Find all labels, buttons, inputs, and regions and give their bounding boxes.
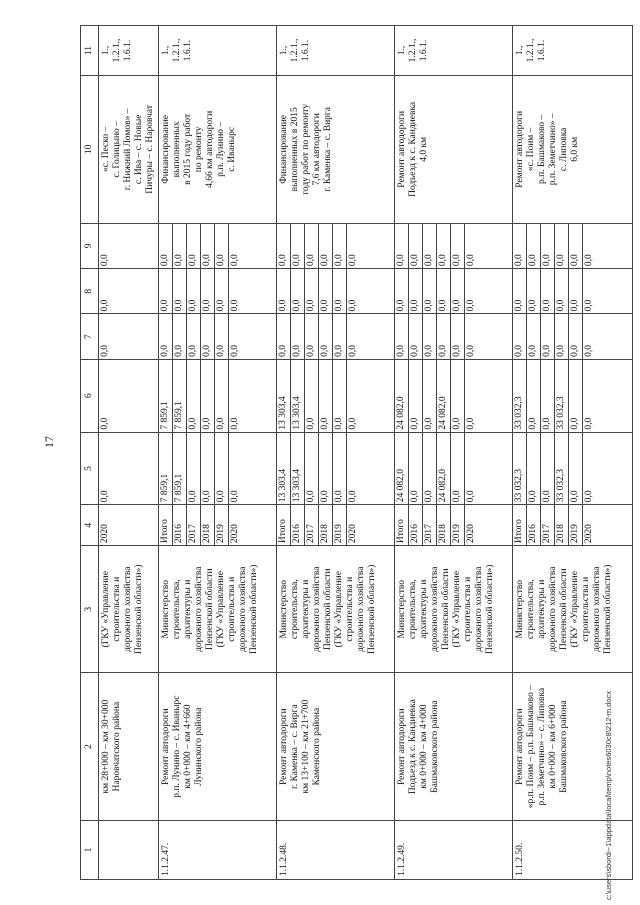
amount-column [395,269,513,314]
amount-value: 0,0 [527,224,541,268]
amount-value: 0,0 [215,269,229,313]
year-column [277,505,395,546]
year-label: 2018 [201,505,215,545]
amount-value: 0,0 [291,315,305,359]
measure-name: Ремонт автодороги «р.п. Поим – р.п. Башмаково – р.п. Земетчино» – с. Липовка км 0+000 – км 6+000 Башмаковского района [513,673,633,821]
amount-value: 0,0 [187,269,201,313]
amount-value: 0,0 [159,269,173,313]
amount-value: 0,0 [569,360,583,432]
executor: (ГКУ «Управление строительства и дорожного хозяйства Пензенской области») [99,546,159,673]
year-label: 2020 [584,524,594,544]
row-number: 1.1.2.47. [159,820,277,879]
page-number: 17 [42,436,56,448]
row-number: 1.1.2.48. [277,820,395,879]
amount-value: 0,0 [305,360,319,432]
amount-value: 0,0 [584,299,594,312]
col-header: 11 [81,26,99,76]
amount-value: 0,0 [187,360,201,432]
amount-value: 0,0 [348,254,358,267]
amount-value: 0,0 [319,315,333,359]
amount-value: 0,0 [159,224,173,268]
amount-column [159,432,277,505]
amount-value: 0,0 [513,224,527,268]
table-row [395,26,513,880]
amount-column [513,432,633,505]
measure-name: км 28+000 – км 30+000 Наровчатского района [99,673,159,821]
executor: Министерство строительства, архитектуры и дорожного хозяйства Пензенской области (ГКУ «Управление строительства и дорожного хозяйства Пензенской области») [513,546,633,673]
expected-result: Ремонт автодороги Подъезд к с. Кандиевка 4,0 км [395,76,513,224]
amount-value: 7 859,1 [159,433,173,505]
amount-value: 0,0 [215,360,229,432]
year-label: 2018 [437,505,451,545]
amount-value: 33 032,3 [513,433,527,505]
amount-value: 24 082,0 [395,360,409,432]
amount-value: 0,0 [569,224,583,268]
measure-name: Ремонт автодороги Подъезд к с. Кандиевка км 0+000 – км 4+000 Башмаковского района [395,673,513,821]
amount-value: 13 303,4 [291,360,305,432]
year-label: Итого [277,505,291,545]
year-column [99,505,159,546]
amount-value: 0,0 [291,224,305,268]
amount-column [277,314,395,359]
col-header: 8 [81,269,99,314]
year-label: 2019 [569,505,583,545]
amount-value: 0,0 [409,433,423,505]
amount-value: 0,0 [319,433,333,505]
year-column [395,505,513,546]
row-number [99,820,159,879]
amount-value: 0,0 [100,417,110,430]
amount-column [513,359,633,432]
amount-value: 7 859,1 [173,433,187,505]
amount-value: 0,0 [100,345,110,357]
amount-value: 0,0 [555,224,569,268]
amount-value: 0,0 [437,224,451,268]
amount-value: 0,0 [541,269,555,313]
amount-value: 0,0 [333,269,347,313]
amount-value: 0,0 [584,345,594,357]
col-header: 1 [81,820,99,879]
amount-value: 0,0 [201,224,215,268]
amount-value: 33 032,3 [513,360,527,432]
indicator-refs: 1., 1.2.1., 1.6.1. [513,26,633,76]
year-label: 2016 [527,505,541,545]
amount-column [99,432,159,505]
amount-value: 0,0 [423,315,437,359]
year-label: 2017 [305,505,319,545]
row-number: 1.1.2.49. [395,820,513,879]
year-label: 2020 [348,524,358,544]
amount-column [513,223,633,268]
year-label: 2019 [333,505,347,545]
amount-value: 0,0 [527,433,541,505]
amount-value: 0,0 [277,315,291,359]
amount-value: 0,0 [527,360,541,432]
amount-value: 0,0 [569,315,583,359]
table-row [277,26,395,880]
amount-value: 7 859,1 [159,360,173,432]
amount-value: 0,0 [423,224,437,268]
amount-value: 0,0 [348,417,358,430]
program-table [80,25,633,880]
amount-value: 0,0 [466,254,476,267]
amount-value: 0,0 [409,360,423,432]
amount-value: 0,0 [395,315,409,359]
amount-value: 24 082,0 [437,433,451,505]
measure-name: Ремонт автодороги г. Каменка – с. Вирга км 13+100 – км 21+700 Каменского района [277,673,395,821]
amount-value: 0,0 [451,433,465,505]
amount-value: 0,0 [348,490,358,503]
amount-value: 0,0 [333,360,347,432]
amount-value: 0,0 [277,224,291,268]
executor: Министерство строительства, архитектуры и дорожного хозяйства Пензенской области (ГКУ «Управление строительства и дорожного хозяйства Пензенской области») [277,546,395,673]
year-label: Итого [159,505,173,545]
footer-file-path: c:\users\sbordi~1\appdata\local\temp\notes6030c8\212-m.docx [604,690,613,900]
year-label: Итого [513,505,527,545]
amount-value: 0,0 [201,315,215,359]
amount-value: 0,0 [187,224,201,268]
amount-value: 0,0 [569,269,583,313]
amount-value: 0,0 [305,315,319,359]
table-row [99,26,159,880]
amount-column [99,359,159,432]
amount-value: 0,0 [230,299,240,312]
amount-value: 33 032,3 [555,360,569,432]
column-number-row [81,26,99,880]
amount-value: 0,0 [584,254,594,267]
amount-value: 0,0 [423,433,437,505]
measure-name: Ремонт автодороги р.п. Лунино – с. Иванырс км 0+000 – км 4+660 Лунинского района [159,673,277,821]
amount-value: 0,0 [451,224,465,268]
year-label: 2020 [230,524,240,544]
amount-value: 0,0 [451,315,465,359]
amount-value: 0,0 [277,269,291,313]
amount-value: 0,0 [305,269,319,313]
amount-value: 0,0 [333,315,347,359]
amount-value: 0,0 [409,224,423,268]
amount-value: 13 303,4 [277,360,291,432]
year-label: 2017 [541,505,555,545]
year-label: 2019 [451,505,465,545]
year-label: 2016 [173,505,187,545]
amount-value: 0,0 [100,254,110,267]
amount-value: 0,0 [291,269,305,313]
amount-value: 0,0 [201,433,215,505]
indicator-refs: 1., 1.2.1., 1.6.1. [159,26,277,76]
amount-value: 0,0 [230,254,240,267]
amount-value: 0,0 [201,269,215,313]
table-row [513,26,633,880]
amount-column [159,269,277,314]
amount-value: 0,0 [423,269,437,313]
indicator-refs: 1., 1.2.1., 1.6.1. [277,26,395,76]
expected-result: «с. Песко – с. Голицыно – г. Нижний Ломов» – с. Ива – с. Новые Пичуры – с. Наровчат [99,76,159,224]
col-header: 5 [81,432,99,505]
amount-value: 0,0 [466,490,476,503]
year-label: Итого [395,505,409,545]
amount-column [99,269,159,314]
amount-column [513,269,633,314]
amount-value: 0,0 [395,224,409,268]
amount-value: 0,0 [555,315,569,359]
amount-value: 0,0 [159,315,173,359]
rotated-table-container [80,25,628,880]
amount-column [159,314,277,359]
amount-value: 0,0 [319,360,333,432]
col-header: 7 [81,314,99,359]
amount-value: 0,0 [348,299,358,312]
indicator-refs: 1., 1.2.1., 1.6.1. [99,26,159,76]
table-row [159,26,277,880]
amount-value: 13 303,4 [291,433,305,505]
amount-value: 24 082,0 [395,433,409,505]
amount-value: 0,0 [409,269,423,313]
col-header: 3 [81,546,99,673]
amount-value: 0,0 [305,433,319,505]
year-label: 2020 [100,524,110,544]
amount-column [395,359,513,432]
amount-value: 0,0 [395,269,409,313]
amount-value: 0,0 [423,360,437,432]
amount-value: 0,0 [555,269,569,313]
col-header: 6 [81,359,99,432]
amount-column [277,432,395,505]
amount-value: 0,0 [513,269,527,313]
amount-value: 0,0 [319,224,333,268]
amount-column [277,223,395,268]
amount-column [513,314,633,359]
year-label: 2016 [291,505,305,545]
amount-value: 7 859,1 [173,360,187,432]
col-header: 10 [81,76,99,224]
amount-value: 0,0 [466,345,476,357]
amount-value: 0,0 [527,269,541,313]
amount-value: 0,0 [173,315,187,359]
amount-value: 0,0 [173,224,187,268]
amount-value: 0,0 [187,315,201,359]
row-number: 1.1.2.50. [513,820,633,879]
year-label: 2018 [319,505,333,545]
amount-column [159,223,277,268]
year-label: 2017 [187,505,201,545]
amount-value: 24 082,0 [437,360,451,432]
amount-value: 0,0 [230,345,240,357]
amount-value: 0,0 [466,299,476,312]
amount-value: 0,0 [333,224,347,268]
amount-value: 0,0 [215,315,229,359]
amount-value: 0,0 [527,315,541,359]
year-label: 2020 [466,524,476,544]
year-column [513,505,633,546]
col-header: 9 [81,223,99,268]
amount-value: 0,0 [215,433,229,505]
amount-value: 0,0 [584,490,594,503]
amount-value: 0,0 [541,433,555,505]
amount-value: 0,0 [451,269,465,313]
year-label: 2016 [409,505,423,545]
amount-column [395,223,513,268]
year-label: 2019 [215,505,229,545]
amount-value: 0,0 [513,315,527,359]
amount-value: 0,0 [409,315,423,359]
amount-value: 0,0 [451,360,465,432]
col-header: 4 [81,505,99,546]
amount-column [277,269,395,314]
year-column [159,505,277,546]
amount-value: 0,0 [437,269,451,313]
amount-value: 0,0 [230,490,240,503]
amount-value: 0,0 [100,299,110,312]
executor: Министерство строительства, архитектуры и дорожного хозяйства Пензенской области (ГКУ «Управление строительства и дорожного хозяйства Пензенской области») [395,546,513,673]
executor: Министерство строительства, архитектуры и дорожного хозяйства Пензенской области (ГКУ «Управление строительства и дорожного хозяйства Пензенской области») [159,546,277,673]
amount-column [277,359,395,432]
col-header: 2 [81,673,99,821]
expected-result: Финансирование выполненных в 2015 году работ по ремонту 7,6 км автодороги г. Каменка – с. Вирга [277,76,395,224]
amount-value: 0,0 [584,417,594,430]
amount-value: 0,0 [541,224,555,268]
amount-value: 0,0 [100,490,110,503]
amount-column [395,314,513,359]
amount-value: 0,0 [201,360,215,432]
year-label: 2018 [555,505,569,545]
amount-value: 0,0 [187,433,201,505]
amount-value: 0,0 [305,224,319,268]
year-label: 2017 [423,505,437,545]
amount-value: 0,0 [466,417,476,430]
indicator-refs: 1., 1.2.1., 1.6.1. [395,26,513,76]
expected-result: Ремонт автодороги «с. Поим – р.п. Башмаково – р.п. Земетчино» – с. Липовка 6,0 км [513,76,633,224]
amount-value: 0,0 [569,433,583,505]
amount-value: 33 032,3 [555,433,569,505]
expected-result: Финансирование выполненных в 2015 году работ по ремонту 4,66 км автодороги р.п. Лунино – с. Иванырс [159,76,277,224]
amount-column [395,432,513,505]
amount-value: 0,0 [437,315,451,359]
amount-column [159,359,277,432]
amount-value: 0,0 [541,315,555,359]
amount-value: 0,0 [541,360,555,432]
amount-value: 0,0 [319,269,333,313]
amount-value: 0,0 [333,433,347,505]
amount-value: 0,0 [215,224,229,268]
amount-column [99,223,159,268]
amount-value: 0,0 [230,417,240,430]
amount-value: 0,0 [348,345,358,357]
amount-value: 0,0 [173,269,187,313]
amount-column [99,314,159,359]
amount-value: 13 303,4 [277,433,291,505]
